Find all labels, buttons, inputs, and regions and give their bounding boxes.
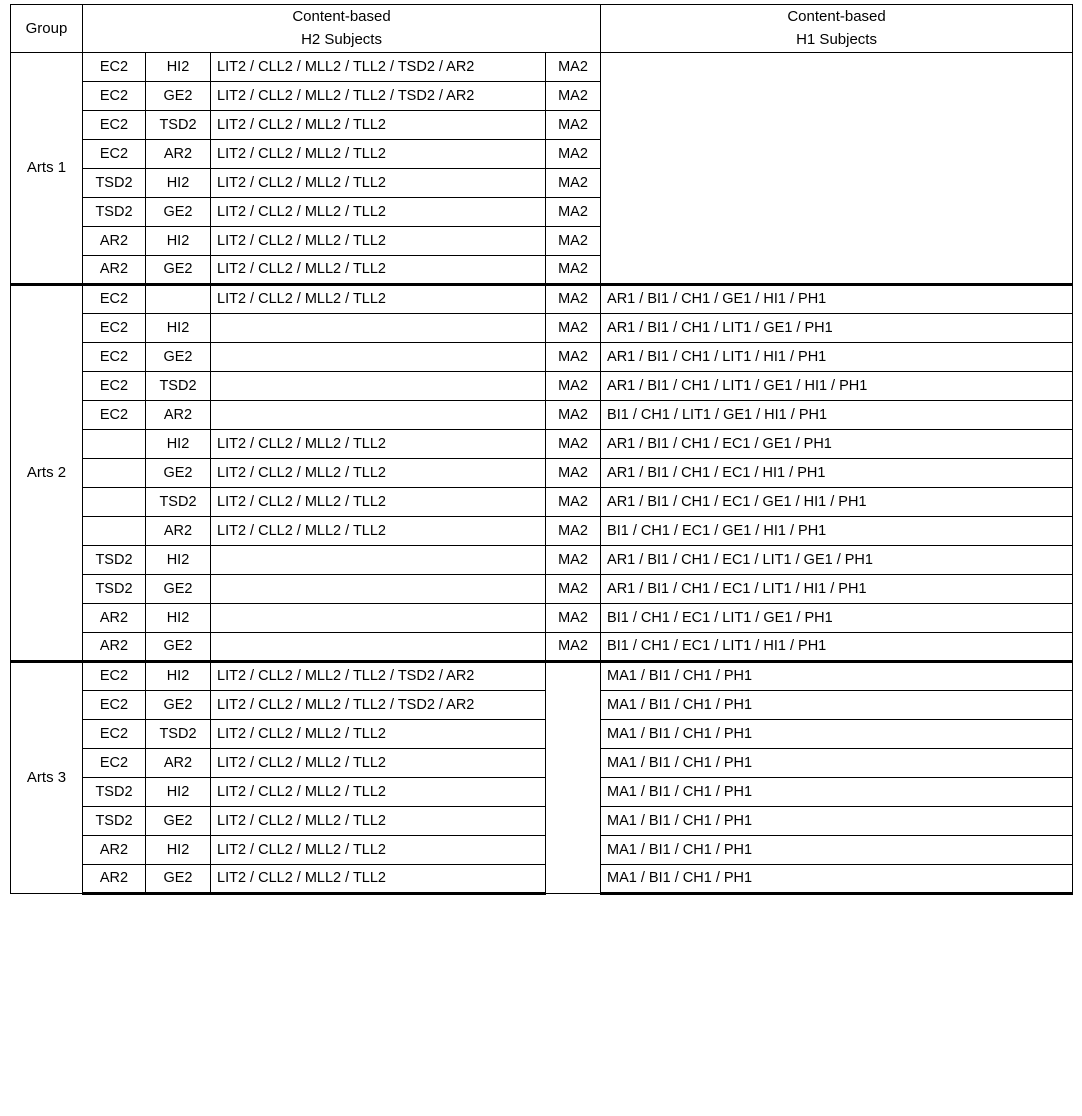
h2-subject-slot-1-cell: TSD2 xyxy=(83,777,146,806)
h1-subject-merged-cell xyxy=(601,52,1073,284)
h2-math-cell: MA2 xyxy=(546,516,601,545)
h2-subject-slot-2-cell: HI2 xyxy=(146,52,211,81)
h1-subject-options-cell: AR1 / BI1 / CH1 / EC1 / HI1 / PH1 xyxy=(601,458,1073,487)
h2-math-cell: MA2 xyxy=(546,168,601,197)
subject-combination-table xyxy=(10,4,1073,895)
h2-subject-slot-1-cell xyxy=(83,487,146,516)
h2-subject-slot-2-cell: AR2 xyxy=(146,400,211,429)
h2-subject-options-cell: LIT2 / CLL2 / MLL2 / TLL2 xyxy=(211,835,546,864)
table-row xyxy=(11,806,1073,835)
h2-subject-slot-1-cell: TSD2 xyxy=(83,574,146,603)
h2-subject-options-cell: LIT2 / CLL2 / MLL2 / TLL2 xyxy=(211,719,546,748)
h1-subject-options-cell: MA1 / BI1 / CH1 / PH1 xyxy=(601,748,1073,777)
h2-subject-options-cell: LIT2 / CLL2 / MLL2 / TLL2 / TSD2 / AR2 xyxy=(211,81,546,110)
h1-subject-options-cell: MA1 / BI1 / CH1 / PH1 xyxy=(601,690,1073,719)
table-row xyxy=(11,661,1073,690)
table-row xyxy=(11,748,1073,777)
table-row xyxy=(11,603,1073,632)
h2-subject-options-cell: LIT2 / CLL2 / MLL2 / TLL2 xyxy=(211,255,546,284)
h2-subject-options-cell: LIT2 / CLL2 / MLL2 / TLL2 xyxy=(211,458,546,487)
h2-math-merged-cell xyxy=(546,661,601,893)
h1-subject-options-cell: MA1 / BI1 / CH1 / PH1 xyxy=(601,777,1073,806)
h2-math-cell: MA2 xyxy=(546,255,601,284)
h2-subject-slot-2-cell: HI2 xyxy=(146,777,211,806)
table-row xyxy=(11,835,1073,864)
table-row xyxy=(11,400,1073,429)
h1-subject-options-cell: MA1 / BI1 / CH1 / PH1 xyxy=(601,661,1073,690)
h2-subject-slot-2-cell xyxy=(146,284,211,313)
h2-subject-slot-2-cell: HI2 xyxy=(146,313,211,342)
h2-subject-slot-1-cell: EC2 xyxy=(83,400,146,429)
h2-subject-slot-1-cell: EC2 xyxy=(83,342,146,371)
h2-math-cell: MA2 xyxy=(546,487,601,516)
h2-subject-slot-2-cell: AR2 xyxy=(146,748,211,777)
h2-math-cell: MA2 xyxy=(546,313,601,342)
h2-subject-slot-1-cell xyxy=(83,516,146,545)
h2-math-cell: MA2 xyxy=(546,197,601,226)
h2-subject-options-cell: LIT2 / CLL2 / MLL2 / TLL2 xyxy=(211,487,546,516)
h1-subject-options-cell: BI1 / CH1 / EC1 / GE1 / HI1 / PH1 xyxy=(601,516,1073,545)
h2-subject-slot-2-cell: HI2 xyxy=(146,226,211,255)
column-header-h2-line2: H2 Subjects xyxy=(301,31,382,49)
table-row xyxy=(11,574,1073,603)
h1-subject-options-cell: AR1 / BI1 / CH1 / EC1 / LIT1 / HI1 / PH1 xyxy=(601,574,1073,603)
table-row xyxy=(11,487,1073,516)
group-name-cell: Arts 3 xyxy=(11,661,83,893)
h2-subject-slot-1-cell: EC2 xyxy=(83,139,146,168)
table-row xyxy=(11,545,1073,574)
h2-subject-slot-1-cell: AR2 xyxy=(83,226,146,255)
h2-math-cell: MA2 xyxy=(546,371,601,400)
h2-subject-slot-1-cell: EC2 xyxy=(83,52,146,81)
h2-subject-slot-1-cell: AR2 xyxy=(83,632,146,661)
table-row xyxy=(11,690,1073,719)
h2-subject-slot-1-cell: AR2 xyxy=(83,603,146,632)
table-row xyxy=(11,342,1073,371)
h2-subject-options-cell xyxy=(211,574,546,603)
h2-subject-slot-1-cell: EC2 xyxy=(83,661,146,690)
h2-subject-slot-1-cell: EC2 xyxy=(83,110,146,139)
h2-subject-slot-2-cell: TSD2 xyxy=(146,487,211,516)
group-name-cell: Arts 1 xyxy=(11,52,83,284)
h2-subject-slot-1-cell: AR2 xyxy=(83,835,146,864)
h2-subject-options-cell: LIT2 / CLL2 / MLL2 / TLL2 xyxy=(211,197,546,226)
h2-subject-options-cell: LIT2 / CLL2 / MLL2 / TLL2 / TSD2 / AR2 xyxy=(211,52,546,81)
h2-math-cell: MA2 xyxy=(546,400,601,429)
h2-subject-slot-2-cell: HI2 xyxy=(146,429,211,458)
h2-subject-options-cell: LIT2 / CLL2 / MLL2 / TLL2 xyxy=(211,168,546,197)
h2-subject-slot-2-cell: GE2 xyxy=(146,864,211,893)
h1-subject-options-cell: MA1 / BI1 / CH1 / PH1 xyxy=(601,864,1073,893)
h2-subject-slot-2-cell: GE2 xyxy=(146,342,211,371)
column-header-h1-line1: Content-based xyxy=(787,8,886,25)
h1-subject-options-cell: AR1 / BI1 / CH1 / LIT1 / HI1 / PH1 xyxy=(601,342,1073,371)
h2-subject-slot-2-cell: AR2 xyxy=(146,516,211,545)
h2-subject-slot-1-cell: EC2 xyxy=(83,284,146,313)
h2-subject-slot-1-cell: TSD2 xyxy=(83,168,146,197)
table-header xyxy=(11,5,1073,53)
h1-subject-options-cell: AR1 / BI1 / CH1 / GE1 / HI1 / PH1 xyxy=(601,284,1073,313)
h2-subject-options-cell xyxy=(211,632,546,661)
h1-subject-options-cell: AR1 / BI1 / CH1 / EC1 / LIT1 / GE1 / PH1 xyxy=(601,545,1073,574)
h2-subject-options-cell xyxy=(211,313,546,342)
h1-subject-options-cell: BI1 / CH1 / EC1 / LIT1 / GE1 / PH1 xyxy=(601,603,1073,632)
header-row xyxy=(11,5,1073,53)
h2-subject-slot-2-cell: GE2 xyxy=(146,81,211,110)
column-header-h2-subjects xyxy=(83,5,601,53)
h2-subject-slot-2-cell: HI2 xyxy=(146,545,211,574)
h2-subject-slot-2-cell: HI2 xyxy=(146,603,211,632)
h2-math-cell: MA2 xyxy=(546,139,601,168)
h2-subject-options-cell xyxy=(211,603,546,632)
h2-subject-slot-1-cell xyxy=(83,458,146,487)
h2-subject-slot-1-cell: TSD2 xyxy=(83,197,146,226)
h2-subject-slot-1-cell: TSD2 xyxy=(83,806,146,835)
h2-math-cell: MA2 xyxy=(546,284,601,313)
h2-subject-options-cell: LIT2 / CLL2 / MLL2 / TLL2 / TSD2 / AR2 xyxy=(211,661,546,690)
h2-subject-slot-2-cell: GE2 xyxy=(146,632,211,661)
column-header-h1-line2: H1 Subjects xyxy=(796,31,877,49)
h2-subject-slot-1-cell: TSD2 xyxy=(83,545,146,574)
table-row xyxy=(11,52,1073,81)
h2-subject-slot-1-cell: AR2 xyxy=(83,255,146,284)
h1-subject-options-cell: AR1 / BI1 / CH1 / LIT1 / GE1 / PH1 xyxy=(601,313,1073,342)
h2-subject-options-cell xyxy=(211,545,546,574)
h2-subject-slot-1-cell: EC2 xyxy=(83,81,146,110)
h2-subject-options-cell: LIT2 / CLL2 / MLL2 / TLL2 xyxy=(211,864,546,893)
table-row xyxy=(11,458,1073,487)
h2-math-cell: MA2 xyxy=(546,226,601,255)
h1-subject-options-cell: AR1 / BI1 / CH1 / EC1 / GE1 / PH1 xyxy=(601,429,1073,458)
table-row xyxy=(11,632,1073,661)
h2-subject-slot-2-cell: TSD2 xyxy=(146,719,211,748)
h2-subject-options-cell xyxy=(211,342,546,371)
table-row xyxy=(11,516,1073,545)
h2-subject-slot-2-cell: TSD2 xyxy=(146,110,211,139)
h1-subject-options-cell: BI1 / CH1 / LIT1 / GE1 / HI1 / PH1 xyxy=(601,400,1073,429)
h2-subject-slot-2-cell: GE2 xyxy=(146,255,211,284)
h2-math-cell: MA2 xyxy=(546,545,601,574)
h2-subject-slot-1-cell: AR2 xyxy=(83,864,146,893)
h2-math-cell: MA2 xyxy=(546,342,601,371)
h2-math-cell: MA2 xyxy=(546,458,601,487)
h1-subject-options-cell: MA1 / BI1 / CH1 / PH1 xyxy=(601,806,1073,835)
h2-subject-slot-1-cell: EC2 xyxy=(83,719,146,748)
h2-math-cell: MA2 xyxy=(546,81,601,110)
h2-subject-options-cell: LIT2 / CLL2 / MLL2 / TLL2 xyxy=(211,516,546,545)
table-row xyxy=(11,429,1073,458)
h2-subject-slot-2-cell: GE2 xyxy=(146,574,211,603)
h2-subject-options-cell xyxy=(211,371,546,400)
h2-subject-slot-2-cell: AR2 xyxy=(146,139,211,168)
h2-subject-slot-1-cell: EC2 xyxy=(83,371,146,400)
h2-subject-slot-2-cell: HI2 xyxy=(146,168,211,197)
h2-subject-slot-2-cell: GE2 xyxy=(146,806,211,835)
column-header-h2-line1: Content-based xyxy=(292,8,391,25)
h2-subject-options-cell: LIT2 / CLL2 / MLL2 / TLL2 xyxy=(211,284,546,313)
h2-subject-slot-2-cell: GE2 xyxy=(146,690,211,719)
h2-math-cell: MA2 xyxy=(546,429,601,458)
h1-subject-options-cell: MA1 / BI1 / CH1 / PH1 xyxy=(601,835,1073,864)
h2-subject-slot-2-cell: GE2 xyxy=(146,458,211,487)
column-header-group-label: Group xyxy=(25,19,68,37)
table-row xyxy=(11,371,1073,400)
h2-subject-slot-1-cell: EC2 xyxy=(83,313,146,342)
table-body xyxy=(11,52,1073,893)
h2-subject-options-cell: LIT2 / CLL2 / MLL2 / TLL2 xyxy=(211,748,546,777)
table-row xyxy=(11,777,1073,806)
column-header-group xyxy=(11,5,83,53)
column-header-h1-subjects xyxy=(601,5,1073,53)
h2-math-cell: MA2 xyxy=(546,52,601,81)
h2-subject-options-cell: LIT2 / CLL2 / MLL2 / TLL2 xyxy=(211,226,546,255)
h2-math-cell: MA2 xyxy=(546,603,601,632)
h2-subject-slot-1-cell: EC2 xyxy=(83,748,146,777)
h2-subject-options-cell: LIT2 / CLL2 / MLL2 / TLL2 xyxy=(211,429,546,458)
h2-subject-slot-2-cell: HI2 xyxy=(146,661,211,690)
table-row xyxy=(11,284,1073,313)
table-row xyxy=(11,719,1073,748)
h2-subject-slot-1-cell xyxy=(83,429,146,458)
h2-subject-options-cell: LIT2 / CLL2 / MLL2 / TLL2 xyxy=(211,139,546,168)
h2-math-cell: MA2 xyxy=(546,632,601,661)
h2-math-cell: MA2 xyxy=(546,110,601,139)
h2-subject-options-cell: LIT2 / CLL2 / MLL2 / TLL2 / TSD2 / AR2 xyxy=(211,690,546,719)
h2-subject-options-cell: LIT2 / CLL2 / MLL2 / TLL2 xyxy=(211,806,546,835)
h1-subject-options-cell: BI1 / CH1 / EC1 / LIT1 / HI1 / PH1 xyxy=(601,632,1073,661)
h2-subject-slot-1-cell: EC2 xyxy=(83,690,146,719)
h2-subject-options-cell xyxy=(211,400,546,429)
h1-subject-options-cell: AR1 / BI1 / CH1 / EC1 / GE1 / HI1 / PH1 xyxy=(601,487,1073,516)
h2-subject-options-cell: LIT2 / CLL2 / MLL2 / TLL2 xyxy=(211,110,546,139)
group-name-cell: Arts 2 xyxy=(11,284,83,661)
h2-subject-slot-2-cell: HI2 xyxy=(146,835,211,864)
h2-subject-slot-2-cell: TSD2 xyxy=(146,371,211,400)
h2-math-cell: MA2 xyxy=(546,574,601,603)
table-row xyxy=(11,313,1073,342)
table-row xyxy=(11,864,1073,893)
h2-subject-slot-2-cell: GE2 xyxy=(146,197,211,226)
h2-subject-options-cell: LIT2 / CLL2 / MLL2 / TLL2 xyxy=(211,777,546,806)
h1-subject-options-cell: MA1 / BI1 / CH1 / PH1 xyxy=(601,719,1073,748)
h1-subject-options-cell: AR1 / BI1 / CH1 / LIT1 / GE1 / HI1 / PH1 xyxy=(601,371,1073,400)
